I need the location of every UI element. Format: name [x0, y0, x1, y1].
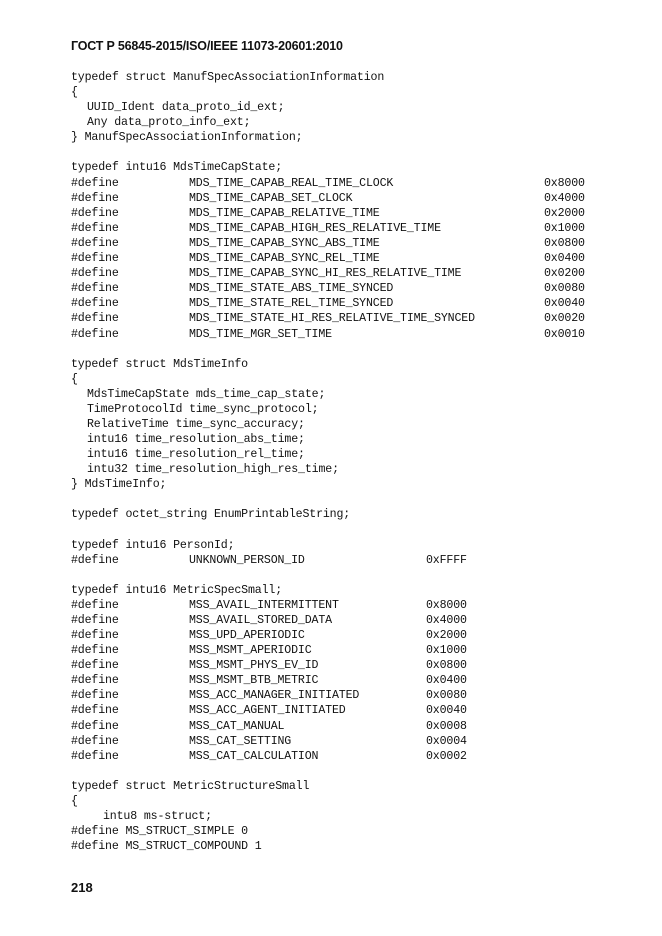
define-line	[71, 176, 631, 191]
define-line	[71, 598, 631, 613]
define-keyword: #define	[71, 327, 119, 341]
define-value: 0x0020	[544, 312, 585, 326]
spacer	[71, 568, 631, 583]
mds-time-info-struct	[71, 357, 631, 493]
define-name: MSS_ACC_MANAGER_INITIATED	[189, 689, 360, 703]
define-line	[71, 734, 631, 749]
define-line	[71, 703, 631, 718]
code-line: {	[71, 86, 78, 100]
define-line	[71, 673, 631, 688]
define-name: UNKNOWN_PERSON_ID	[189, 553, 305, 567]
define-name: MSS_MSMT_BTB_METRIC	[189, 674, 319, 688]
define-line	[71, 719, 631, 734]
define-keyword: #define	[71, 629, 119, 642]
define-name: MSS_CAT_CALCULATION	[189, 749, 319, 763]
define-value: 0x2000	[426, 629, 467, 642]
define-value: 0xFFFF	[426, 553, 467, 567]
define-value: 0x8000	[426, 598, 467, 612]
define-name: MDS_TIME_CAPAB_HIGH_RES_RELATIVE_TIME	[189, 221, 441, 235]
define-name: MDS_TIME_MGR_SET_TIME	[189, 327, 332, 341]
define-keyword: #define	[71, 704, 119, 718]
mds-time-cap-state-block	[71, 160, 631, 341]
define-value: 0x0010	[544, 327, 585, 341]
define-name: MSS_CAT_MANUAL	[189, 719, 285, 733]
define-line	[71, 628, 631, 643]
define-name: MDS_TIME_CAPAB_SYNC_ABS_TIME	[189, 236, 380, 250]
define-line	[71, 688, 631, 703]
define-keyword: #define	[71, 644, 119, 658]
define-name: MDS_TIME_STATE_ABS_TIME_SYNCED	[189, 282, 394, 296]
define-value: 0x0200	[544, 267, 585, 281]
define-value: 0x0080	[426, 689, 467, 703]
define-keyword: #define	[71, 553, 119, 567]
code-line: typedef struct MdsTimeInfo	[71, 357, 248, 371]
define-keyword: #define	[71, 598, 119, 612]
manuf-spec-association-struct	[71, 70, 631, 145]
define-line	[71, 311, 631, 326]
define-name: MDS_TIME_STATE_HI_RES_RELATIVE_TIME_SYNCED	[189, 312, 475, 326]
code-line: UUID_Ident data_proto_id_ext;	[87, 101, 285, 115]
define-value: 0x0002	[426, 749, 467, 763]
define-line	[71, 643, 631, 658]
code-line: } MdsTimeInfo;	[71, 478, 167, 492]
define-list	[71, 176, 631, 342]
define-value: 0x0400	[544, 252, 585, 266]
code-line: } ManufSpecAssociationInformation;	[71, 131, 303, 145]
code-line: typedef struct MetricStructureSmall	[71, 779, 310, 793]
define-line	[71, 281, 631, 296]
code-line: intu32 time_resolution_high_res_time;	[87, 463, 339, 477]
define-name: MDS_TIME_CAPAB_SET_CLOCK	[189, 191, 353, 205]
define-keyword: #define	[71, 206, 119, 220]
define-value: 0x1000	[544, 221, 585, 235]
code-line: intu16 time_resolution_abs_time;	[87, 433, 305, 447]
define-value: 0x0040	[544, 297, 585, 311]
define-name: MSS_MSMT_PHYS_EV_ID	[189, 659, 319, 673]
code-line: typedef intu16 MdsTimeCapState;	[71, 161, 283, 175]
define-keyword: #define	[71, 674, 119, 688]
code-line: RelativeTime time_sync_accuracy;	[87, 417, 305, 431]
define-keyword: #define	[71, 312, 119, 326]
document-header: ГОСТ Р 56845-2015/ISO/IEEE 11073-20601:2010	[71, 39, 343, 53]
define-keyword: #define	[71, 689, 119, 703]
define-keyword: #define	[71, 613, 119, 627]
define-keyword: #define	[71, 252, 119, 266]
page-number: 218	[71, 880, 93, 895]
define-value: 0x0800	[426, 659, 467, 673]
spacer	[71, 145, 631, 160]
define-value: 0x4000	[426, 613, 467, 627]
define-value: 0x0008	[426, 719, 467, 733]
define-line	[71, 327, 631, 342]
code-line: MdsTimeCapState mds_time_cap_state;	[87, 387, 326, 401]
metric-structure-small-struct	[71, 779, 631, 854]
code-line: #define MS_STRUCT_SIMPLE 0	[71, 825, 248, 839]
metric-spec-small-block	[71, 583, 631, 764]
define-value: 0x4000	[544, 191, 585, 205]
define-line	[71, 553, 631, 568]
code-line: typedef intu16 MetricSpecSmall;	[71, 583, 283, 597]
code-line: intu8 ms-struct;	[103, 810, 212, 824]
code-line: intu16 time_resolution_rel_time;	[87, 448, 305, 462]
define-value: 0x0400	[426, 674, 467, 688]
define-name: MSS_AVAIL_INTERMITTENT	[189, 598, 339, 612]
person-id-block	[71, 538, 631, 568]
define-line	[71, 206, 631, 221]
define-line	[71, 658, 631, 673]
define-keyword: #define	[71, 236, 119, 250]
define-name: MDS_TIME_CAPAB_REAL_TIME_CLOCK	[189, 176, 394, 190]
define-line	[71, 236, 631, 251]
define-line	[71, 251, 631, 266]
code-line: typedef struct ManufSpecAssociationInformation	[71, 71, 385, 84]
define-line	[71, 191, 631, 206]
enum-printable-string-typedef	[71, 507, 631, 522]
define-keyword: #define	[71, 191, 119, 205]
code-line: typedef intu16 PersonId;	[71, 538, 235, 552]
define-name: MDS_TIME_CAPAB_SYNC_HI_RES_RELATIVE_TIME	[189, 267, 462, 281]
define-value: 0x0004	[426, 734, 467, 748]
define-name: MSS_AVAIL_STORED_DATA	[189, 613, 332, 627]
define-name: MSS_CAT_SETTING	[189, 734, 292, 748]
code-line: #define MS_STRUCT_COMPOUND 1	[71, 840, 262, 854]
code-listing	[71, 70, 631, 854]
code-line: typedef octet_string EnumPrintableString;	[71, 508, 351, 522]
define-keyword: #define	[71, 749, 119, 763]
define-keyword: #define	[71, 734, 119, 748]
define-value: 0x0040	[426, 704, 467, 718]
define-value: 0x0800	[544, 236, 585, 250]
define-keyword: #define	[71, 221, 119, 235]
spacer	[71, 523, 631, 538]
define-list	[71, 598, 631, 764]
spacer	[71, 764, 631, 779]
code-line: TimeProtocolId time_sync_protocol;	[87, 402, 319, 416]
code-line: Any data_proto_info_ext;	[87, 116, 251, 130]
define-name: MDS_TIME_CAPAB_SYNC_REL_TIME	[189, 252, 380, 266]
code-line: {	[71, 794, 78, 808]
define-value: 0x2000	[544, 206, 585, 220]
define-value: 0x0080	[544, 282, 585, 296]
define-keyword: #define	[71, 719, 119, 733]
spacer	[71, 342, 631, 357]
define-line	[71, 749, 631, 764]
define-name: MSS_UPD_APERIODIC	[189, 629, 305, 642]
define-keyword: #define	[71, 659, 119, 673]
define-name: MDS_TIME_STATE_REL_TIME_SYNCED	[189, 297, 394, 311]
define-name: MSS_MSMT_APERIODIC	[189, 644, 312, 658]
define-keyword: #define	[71, 297, 119, 311]
spacer	[71, 492, 631, 507]
define-value: 0x1000	[426, 644, 467, 658]
define-keyword: #define	[71, 267, 119, 281]
define-line	[71, 296, 631, 311]
define-name: MDS_TIME_CAPAB_RELATIVE_TIME	[189, 206, 380, 220]
code-line: {	[71, 372, 78, 386]
define-line	[71, 266, 631, 281]
define-value: 0x8000	[544, 176, 585, 190]
define-name: MSS_ACC_AGENT_INITIATED	[189, 704, 346, 718]
define-line	[71, 613, 631, 628]
define-keyword: #define	[71, 282, 119, 296]
define-keyword: #define	[71, 176, 119, 190]
define-line	[71, 221, 631, 236]
